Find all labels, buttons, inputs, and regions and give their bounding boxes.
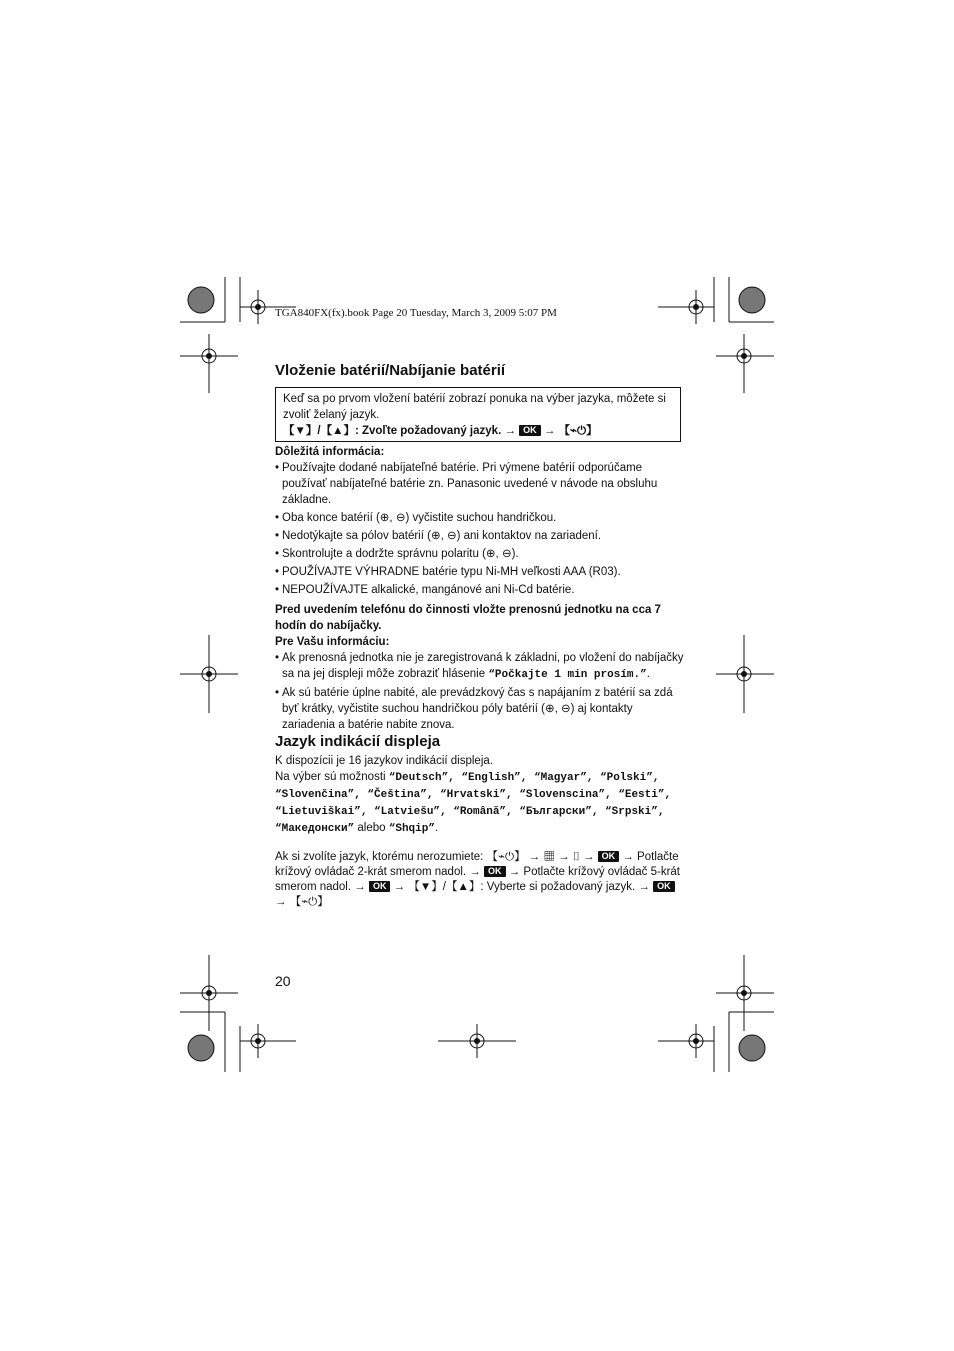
language-intro: K dispozícii je 16 jazykov indikácií displeja. bbox=[275, 755, 493, 767]
language-list: “Deutsch”, “English”, “Magyar”, “Polski”, “Slovenčina”, “Čeština”, “Hrvatski”, “Slovenscina”, “Eesti”, “Lietuviškai”, “Latviešu”, “Română”, “Български”, “Srpski”, “Македонски” bbox=[275, 772, 672, 835]
box-keys bbox=[283, 423, 673, 439]
list-item: • POUŽÍVAJTE VÝHRADNE batérie typu Ni-MH veľkosti AAA (R03). bbox=[275, 564, 685, 580]
registration-crosshair bbox=[716, 334, 774, 393]
unknown-language-instructions bbox=[275, 850, 685, 910]
registration-crosshair bbox=[180, 635, 238, 713]
options-prefix: Na výber sú možnosti bbox=[275, 771, 389, 783]
options-end: . bbox=[434, 822, 439, 834]
registration-target bbox=[739, 1035, 765, 1061]
battery-content bbox=[275, 444, 685, 735]
box-text: Keď sa po prvom vložení batérií zobrazí ponuka na výber jazyka, môžete si zvoliť želaný jazyk. bbox=[283, 393, 666, 421]
info-text-end: . bbox=[646, 668, 650, 680]
registration-crosshair bbox=[658, 290, 714, 324]
ok-key-icon: OK bbox=[653, 881, 675, 892]
ok-key-icon: OK bbox=[598, 851, 620, 862]
list-item: • Oba konce batérií (⊕, ⊖) vyčistite suchou handričkou. bbox=[275, 510, 685, 526]
registration-target bbox=[739, 287, 765, 313]
important-heading: Dôležitá informácia: bbox=[275, 446, 385, 458]
registration-crosshair bbox=[180, 334, 238, 393]
howto-text: → Potlačte krížový ovládač 5-krát smerom nadol. → bbox=[275, 866, 680, 893]
info-heading: Pre Vašu informáciu: bbox=[275, 636, 390, 648]
registration-crosshair bbox=[438, 1024, 516, 1058]
key-sequence-prefix: 【▼】/【▲】: Zvoľte požadovaný jazyk. → bbox=[283, 425, 516, 437]
key-sequence-suffix: → 【⌁⏻】 bbox=[543, 425, 598, 437]
registration-crosshair bbox=[180, 955, 238, 1031]
language-last: “Shqip” bbox=[388, 823, 435, 835]
section-heading-language bbox=[275, 733, 440, 750]
registration-crosshair bbox=[240, 1024, 296, 1058]
howto-text: → 【▼】/【▲】: Vyberte si požadovaný jazyk. → bbox=[393, 881, 650, 893]
language-note-box bbox=[275, 387, 681, 442]
important-list bbox=[275, 460, 685, 598]
print-header: TGA840FX(fx).book Page 20 Tuesday, March 3, 2009 5:07 PM bbox=[275, 307, 557, 319]
section-heading-batteries bbox=[275, 362, 505, 379]
info-text: Ak prenosná jednotka nie je zaregistrovaná k základni, po vložení do nabíjačky sa na jej displeji môže zobraziť hlásenie bbox=[282, 652, 684, 680]
section-title: Vloženie batérií/Nabíjanie batérií bbox=[275, 362, 506, 379]
list-item: • Skontrolujte a dodržte správnu polaritu (⊕, ⊖). bbox=[275, 546, 685, 562]
options-alebo: alebo bbox=[354, 822, 389, 834]
howto-text: → Potlačte krížový ovládač 2-krát smerom nadol. → bbox=[275, 851, 679, 878]
registration-crosshair bbox=[658, 1024, 714, 1058]
ok-key-icon: OK bbox=[519, 425, 541, 436]
display-message: “Počkajte 1 min prosím.” bbox=[488, 669, 647, 681]
registration-target bbox=[188, 1035, 214, 1061]
ok-key-icon: OK bbox=[484, 866, 506, 877]
howto-text: Ak si zvolíte jazyk, ktorému nerozumiete: 【⌁⏻】 → ▦ → ⌷ → bbox=[275, 851, 595, 863]
list-item: • Používajte dodané nabíjateľné batérie. Pri výmene batérií odporúčame používať nabíjateľné batérie zn. Panasonic uvedené v návode na obsluhu základne. bbox=[275, 460, 685, 508]
registration-crosshair bbox=[716, 955, 774, 1031]
info-list bbox=[275, 650, 685, 733]
page-number: 20 bbox=[275, 973, 291, 989]
registration-target bbox=[188, 287, 214, 313]
list-item: • Nedotýkajte sa pólov batérií (⊕, ⊖) ani kontaktov na zariadení. bbox=[275, 528, 685, 544]
language-content bbox=[275, 753, 685, 837]
section-title: Jazyk indikácií displeja bbox=[275, 733, 441, 750]
list-item: • NEPOUŽÍVAJTE alkalické, mangánové ani Ni-Cd batérie. bbox=[275, 582, 685, 598]
registration-crosshair bbox=[716, 635, 774, 713]
language-options bbox=[275, 769, 685, 837]
list-item: • Ak sú batérie úplne nabité, ale prevádzkový čas s napájaním z batérií sa zdá byť krátky, vyčistite suchou handričkou póly batérií (⊕, ⊖) aj kontakty zariadenia a batérie nabite znova. bbox=[275, 685, 685, 733]
ok-key-icon: OK bbox=[369, 881, 391, 892]
howto-text: → 【⌁⏻】 bbox=[275, 896, 329, 908]
charge-note: Pred uvedením telefónu do činnosti vložte prenosnú jednotku na cca 7 hodín do nabíjačky. bbox=[275, 604, 661, 632]
list-item bbox=[275, 650, 685, 683]
